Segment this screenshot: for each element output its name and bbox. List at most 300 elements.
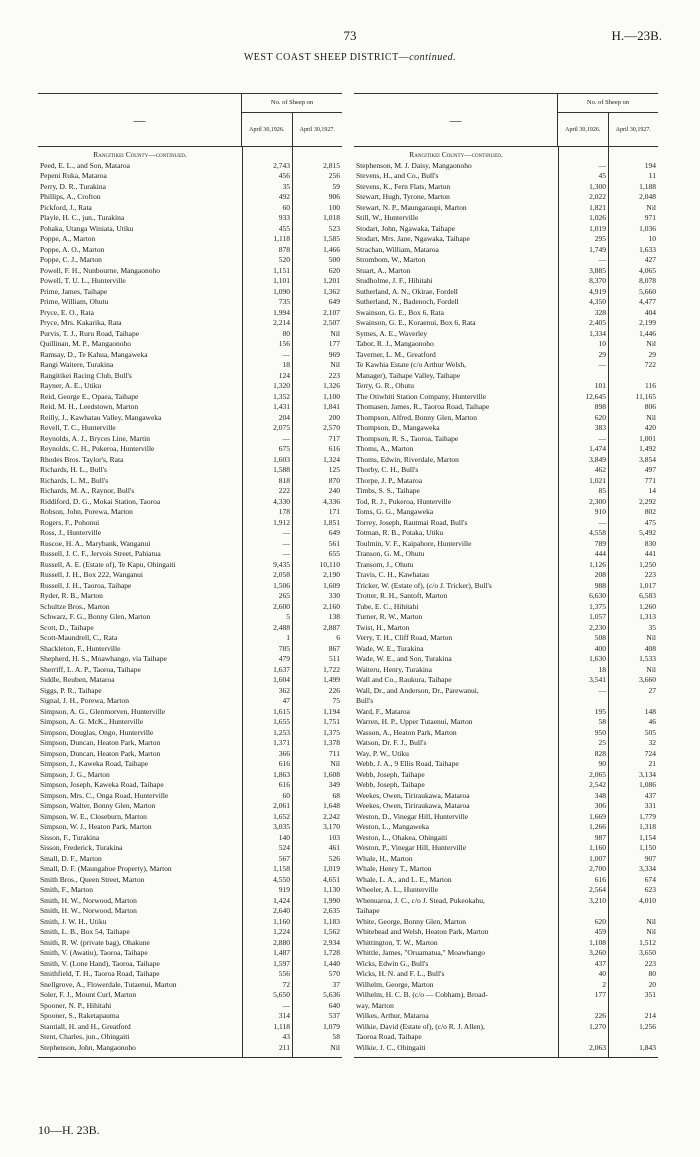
table-row-name: Tube, E. C., Hihitahi xyxy=(356,601,419,611)
table-row-sheep-1926: 25 xyxy=(598,738,606,747)
table-row-name: Thompson, D., Mangaweka xyxy=(356,423,440,432)
table-row-sheep-1927: 223 xyxy=(328,370,340,380)
table-row-name: Thoms, Edwin, Riverdale, Marton xyxy=(356,454,459,464)
table-row-sheep-1927: 2,934 xyxy=(323,937,340,947)
table-row-sheep-1927: 46 xyxy=(648,717,656,726)
table-row-name: Pepeni Ruka, Mataroa xyxy=(40,171,107,180)
table-row-sheep-1926: 90 xyxy=(598,759,606,768)
title-continued: continued. xyxy=(409,52,457,63)
table-row-sheep-1926: 1,588 xyxy=(273,465,290,474)
header-dash: — xyxy=(133,112,146,127)
table-row-sheep-1926: 2,022 xyxy=(589,192,606,201)
table-row-sheep-1926: 400 xyxy=(594,643,606,653)
table-row-sheep-1926: 1,424 xyxy=(273,895,290,905)
table-row-sheep-1927: Nil xyxy=(646,927,656,936)
table-row-sheep-1927 xyxy=(609,696,656,707)
table-row-sheep-1926: 1,994 xyxy=(273,307,290,317)
table-row-name: Studholme, J. F., Hihitahi xyxy=(356,276,433,285)
table-row-name: Toms, G. G., Mangaweka xyxy=(356,507,434,516)
table-row-sheep-1926: 2,640 xyxy=(273,906,290,915)
section-heading: Rangitikei County—continued. xyxy=(93,150,187,159)
table-row-name: Stent, Charles, jun., Ohingaiti xyxy=(40,1032,130,1041)
table-row-sheep-1927: 32 xyxy=(648,738,656,747)
table-row-sheep-1926: 520 xyxy=(278,255,290,264)
table-row-sheep-1926: 616 xyxy=(278,759,290,768)
table-row-name: Smithfield, T. H., Taoroa Road, Taihape xyxy=(40,969,160,978)
table-row-sheep-1927: 3,660 xyxy=(639,675,656,684)
table-row-sheep-1927: Nil xyxy=(330,360,340,369)
table-row-name: Smith, F., Marton xyxy=(40,885,93,894)
table-row-sheep-1926: 306 xyxy=(594,801,606,810)
section-heading: Rangitikei County—continued. xyxy=(409,150,503,159)
table-row-sheep-1927: 537 xyxy=(328,1011,340,1020)
table-row-name: Reid, M. H., Leedstown, Marton xyxy=(40,402,139,411)
table-row-sheep-1927: 1,633 xyxy=(639,244,656,254)
table-row-sheep-1926: 1,270 xyxy=(589,1021,606,1031)
table-row-name: Soler, F. J., Mount Curl, Marton xyxy=(40,990,137,999)
table-row-sheep-1926: 479 xyxy=(278,654,290,663)
table-row-sheep-1927: 420 xyxy=(644,423,656,432)
header-dash: — xyxy=(449,112,462,127)
table-row-name: Stevens, H., and Co., Bull's xyxy=(356,171,439,180)
table-row-sheep-1927: 331 xyxy=(644,801,656,810)
header-group-label: No. of Sheep on xyxy=(558,94,658,113)
table-row-name: Terry, G. R., Ohutu xyxy=(356,381,414,390)
table-row-sheep-1927: 511 xyxy=(329,654,340,663)
table-row-name: Russell, J. H., Box 222, Wanganui xyxy=(40,570,144,579)
table-row-sheep-1926: — xyxy=(282,538,290,548)
table-row-sheep-1926: 1,118 xyxy=(273,1021,290,1031)
table-row-sheep-1926: 40 xyxy=(598,969,606,978)
table-row-sheep-1926: 348 xyxy=(594,790,606,800)
table-row-sheep-1926: 1,655 xyxy=(273,717,290,726)
table-row-sheep-1927: 1,018 xyxy=(323,213,340,222)
table-row-sheep-1927: 1,585 xyxy=(323,234,340,243)
table-row-name: Smith, R. W. (private bag), Ohakune xyxy=(40,937,150,947)
table-row-name: Smith, J. W. H., Utiku xyxy=(40,916,107,926)
table-row-sheep-1926: 1,090 xyxy=(273,286,290,296)
table-row-sheep-1926: 35 xyxy=(282,181,290,191)
table-row-sheep-1927: 2,292 xyxy=(639,496,656,506)
table-row-name: Thompson, R. S., Taoroa, Taihape xyxy=(356,433,459,443)
table-row-sheep-1926: 2,061 xyxy=(273,801,290,810)
table-row-name: Timbs, S. S., Taihape xyxy=(356,486,420,495)
table-row-sheep-1927: 717 xyxy=(328,433,340,443)
table-row-sheep-1927: Nil xyxy=(646,664,656,674)
table-row-sheep-1926: 10 xyxy=(598,339,606,348)
table-row-name: Wilkie, J. C., Ohingaiti xyxy=(356,1042,426,1052)
table-row-sheep-1926: 2,300 xyxy=(589,496,606,506)
table-row-name: Sisson, Frederick, Turakina xyxy=(40,843,123,852)
table-row-name: Prime, James, Taihape xyxy=(40,286,108,296)
table-row-sheep-1927: 6 xyxy=(336,633,340,642)
table-row-sheep-1926: 72 xyxy=(282,979,290,989)
table-row-name: Strachan, William, Mataroa xyxy=(356,244,439,254)
table-row-sheep-1927: 351 xyxy=(644,990,656,999)
table-row-name: Reid, George E., Opaea, Taihape xyxy=(40,391,139,401)
table-row-sheep-1927: 200 xyxy=(328,412,340,422)
table-row-name: Pohaka, Utanga Winiata, Utiku xyxy=(40,223,134,233)
table-row-name: Simpson, Walter, Bonny Glen, Marton xyxy=(40,801,156,810)
table-row-sheep-1926: 987 xyxy=(594,832,606,842)
table-row-sheep-1926: 3,849 xyxy=(589,454,606,464)
table-row-sheep-1926: 222 xyxy=(278,486,290,495)
table-row-sheep-1926: 1,474 xyxy=(589,444,606,453)
table-row-sheep-1927: 116 xyxy=(645,381,656,390)
table-row-sheep-1926: 455 xyxy=(278,223,290,233)
table-row-name: Powell, T. U. L., Hunterville xyxy=(40,276,126,285)
table-row-name: Smith, V. (Lone Hand), Taoroa, Taihape xyxy=(40,958,160,968)
table-row-sheep-1926: 177 xyxy=(594,990,606,999)
table-row-name: Revell, T. C., Hunterville xyxy=(40,423,116,432)
table-row-sheep-1927: 427 xyxy=(644,255,656,264)
table-row-sheep-1926: 785 xyxy=(278,643,290,653)
table-row-sheep-1927: 620 xyxy=(328,265,340,275)
table-row-name: Thompson, Alfred, Bonny Glen, Marton xyxy=(356,412,478,422)
header-col-1926: April 30, 1926. xyxy=(565,126,601,133)
table-row-name: Toulmin, V. F., Kaipahore, Hunterville xyxy=(356,538,472,548)
table-row-name: Travis, C. H., Kawhatau xyxy=(356,570,429,579)
table-row-sheep-1927: 408 xyxy=(644,643,656,653)
table-row-name: White, George, Bonny Glen, Marton xyxy=(356,916,467,926)
table-row-name: Poppe, A., Marton xyxy=(40,234,96,243)
table-row-sheep-1926: 1,506 xyxy=(273,580,290,590)
table-row-sheep-1927: 1,722 xyxy=(323,664,340,674)
right-1927-column xyxy=(608,147,658,1057)
table-row-name: Wheeler, A. L., Hunterville xyxy=(356,885,438,894)
table-row-sheep-1927: 3,650 xyxy=(639,948,656,957)
table-row-sheep-1926: 1,160 xyxy=(273,916,290,926)
table-row-name: Thomasen, James, R., Taoroa Road, Taihape xyxy=(356,402,490,411)
table-row-sheep-1926: 80 xyxy=(282,328,290,338)
table-row-name: Schultze Bros., Marton xyxy=(40,601,110,611)
table-row-name: Playle, H. C., jun., Turakina xyxy=(40,213,125,222)
table-row-name: Smith, H. W., Norwood, Marton xyxy=(40,895,137,905)
table-row-sheep-1926: 2,063 xyxy=(589,1042,606,1052)
table-row-sheep-1927: 171 xyxy=(328,507,340,516)
table-row-sheep-1927: 1,318 xyxy=(639,822,656,831)
table-row-sheep-1926: 2,214 xyxy=(273,318,290,327)
table-row-sheep-1926: 3,035 xyxy=(273,822,290,831)
table-row-sheep-1927: 2,507 xyxy=(323,318,340,327)
table-row-name: Siggs, P. R., Taihape xyxy=(40,685,102,695)
table-row-sheep-1927: 20 xyxy=(648,979,656,989)
table-row-name: Taoroa Road, Taihape xyxy=(356,1032,422,1041)
table-row-name: Riddiford, D. G., Mokai Station, Taoroa xyxy=(40,496,161,506)
table-row-name: Smith, L. B., Box 54, Taihape xyxy=(40,927,130,936)
table-row-sheep-1927: 1,362 xyxy=(323,286,340,296)
table-row-sheep-1926: 2,700 xyxy=(589,864,606,873)
table-row-sheep-1926: 1,669 xyxy=(589,811,606,821)
table-row-sheep-1927: 177 xyxy=(328,339,340,348)
table-row-name: Small, D. F., Marton xyxy=(40,853,102,863)
table-row-sheep-1927: Nil xyxy=(330,328,340,338)
table-row-name: Trotter, R. H., Santoft, Marton xyxy=(356,591,448,600)
table-row-name: Weston, L., Mangaweka xyxy=(356,822,429,831)
table-row-sheep-1927: 8,078 xyxy=(639,276,656,285)
left-table xyxy=(38,93,342,1058)
table-row-sheep-1926: 156 xyxy=(278,339,290,348)
table-row-name: Russell, A. E. (Estate of), Te Kapu, Ohingaiti xyxy=(40,559,176,569)
table-row-sheep-1926: 1,160 xyxy=(589,843,606,852)
table-row-sheep-1927: 194 xyxy=(644,160,656,170)
page-number: 73 xyxy=(343,28,357,43)
table-row-name: Sutherland, A. N., Okirae, Fordell xyxy=(356,286,458,296)
table-row-name: Verry, T. H., Cliff Road, Marton xyxy=(356,633,453,642)
table-row-sheep-1926: 5 xyxy=(286,612,290,621)
table-row-name: Stodart, Mrs. Jane, Ngawaka, Taihape xyxy=(356,234,470,243)
table-row-name: Small, D. F. (Maungahoe Property), Marton xyxy=(40,864,172,873)
table-row-name: Poppe, C. J., Marton xyxy=(40,255,102,264)
table-row-sheep-1927: 771 xyxy=(644,475,656,485)
table-row-sheep-1927: 29 xyxy=(648,349,656,359)
table-row-sheep-1927: 1,001 xyxy=(639,433,656,443)
table-row-sheep-1927: 2,160 xyxy=(323,601,340,611)
table-row-sheep-1926: 2,488 xyxy=(273,622,290,632)
table-row-sheep-1927: 1,154 xyxy=(639,832,656,842)
table-row-sheep-1927: 2,635 xyxy=(323,906,340,915)
table-row-sheep-1927: 1,851 xyxy=(323,517,340,527)
table-row-sheep-1927: 867 xyxy=(328,643,340,653)
table-row-sheep-1927: 1,194 xyxy=(323,706,340,716)
table-row-sheep-1926: 444 xyxy=(594,549,606,558)
table-row-sheep-1927 xyxy=(609,906,656,917)
table-row-sheep-1927: 649 xyxy=(328,297,340,306)
table-row-sheep-1926: 1,371 xyxy=(273,738,290,747)
table-row-name: Weston, P., Vinegar Hill, Hunterville xyxy=(356,843,467,852)
table-row-sheep-1926: 178 xyxy=(278,507,290,516)
table-row-sheep-1927: 100 xyxy=(328,202,340,212)
left-1926-column xyxy=(242,147,292,1057)
header-group-label: No. of Sheep on xyxy=(242,94,342,113)
table-row-sheep-1927: 1,324 xyxy=(323,454,340,464)
table-row-sheep-1926: 5,650 xyxy=(273,990,290,999)
table-row-sheep-1926: 3,541 xyxy=(589,675,606,684)
table-row-sheep-1926: 1,597 xyxy=(273,958,290,968)
table-row-sheep-1926: 9,435 xyxy=(273,559,290,569)
table-row-sheep-1926: 314 xyxy=(278,1011,290,1020)
table-row-sheep-1926: — xyxy=(598,255,606,264)
table-row-sheep-1927: 1,201 xyxy=(323,276,340,285)
table-row-sheep-1927: 500 xyxy=(328,255,340,264)
table-row-name: Simpson, A. G., Glenmorven, Hunterville xyxy=(40,706,166,716)
table-row-sheep-1926: 1,019 xyxy=(589,223,606,233)
table-row-sheep-1926 xyxy=(559,371,606,382)
table-row-name: Weston, L., Ohakea, Ohingaiti xyxy=(356,832,448,842)
table-row-sheep-1926 xyxy=(559,1001,606,1012)
table-row-sheep-1927: 404 xyxy=(644,307,656,317)
table-row-sheep-1927: Nil xyxy=(646,339,656,348)
table-row-name: Sutherland, N., Badenoch, Fordell xyxy=(356,297,459,306)
table-row-name: Tricker, W. (Estate of), (c/o J. Tricker), Bull's xyxy=(356,580,492,590)
table-row-sheep-1927: Nil xyxy=(646,633,656,642)
table-row-name: Stodart, John, Ngawaka, Taihape xyxy=(356,223,455,233)
table-row-sheep-1926: 1,637 xyxy=(273,664,290,674)
table-row-name: Quillinan, M. P., Mangaonoho xyxy=(40,339,132,348)
table-row-name: Webb, J. A., 9 Ellis Road, Taihape xyxy=(356,759,459,768)
table-row-sheep-1927: 3,134 xyxy=(639,769,656,779)
table-row-sheep-1926: 47 xyxy=(282,696,290,705)
table-row-sheep-1926: 1,118 xyxy=(273,234,290,243)
table-row-name: Scott, D., Taihape xyxy=(40,622,94,632)
table-row-name: Stewart, Hugh, Tyrone, Marton xyxy=(356,192,450,201)
table-row-sheep-1927: 655 xyxy=(328,549,340,558)
table-row-sheep-1927: 330 xyxy=(328,591,340,600)
table-row-sheep-1926: 1,630 xyxy=(589,654,606,663)
table-row-sheep-1927: 505 xyxy=(644,727,656,737)
table-row-name: Wilhelm, George, Marton xyxy=(356,979,434,989)
left-names-column xyxy=(38,147,242,1057)
table-row-name: Stantiall, H. and H., Greatford xyxy=(40,1021,131,1031)
table-row-name: Whenuaroa, J. C., c/o J. Stead, Pukeokahu, xyxy=(356,895,485,905)
table-row-sheep-1927: 2,242 xyxy=(323,811,340,821)
table-row-sheep-1927: 5,660 xyxy=(639,286,656,296)
header-group xyxy=(557,94,658,146)
table-row-name: Whale, L. A., and L. E., Marton xyxy=(356,874,452,884)
table-row-name: Thoms, A., Marton xyxy=(356,444,414,453)
table-row-name: Reynolds, C. H., Pukeroa, Hunterville xyxy=(40,444,155,453)
table-row-sheep-1926: 295 xyxy=(594,234,606,243)
table-row-sheep-1926: 4,558 xyxy=(589,528,606,537)
table-row-sheep-1927: 1,751 xyxy=(323,717,340,726)
table-row-sheep-1927: 561 xyxy=(328,538,340,548)
table-row-sheep-1927: 1,499 xyxy=(323,675,340,684)
table-row-name: Ruscoe, H. A., Marybank, Wanganui xyxy=(40,538,151,548)
table-row-sheep-1926: — xyxy=(598,160,606,170)
document-reference: H.—23B. xyxy=(611,28,662,43)
table-row-sheep-1927: 1,512 xyxy=(639,937,656,947)
table-row-sheep-1927: 1,492 xyxy=(639,444,656,453)
table-row-sheep-1927: 1,250 xyxy=(639,559,656,569)
table-row-name: Simpson, Joseph, Kaweka Road, Taihape xyxy=(40,780,164,789)
table-row-name: Wicks, H. N. and F. L., Bull's xyxy=(356,969,445,978)
table-row-name: Wall, Dr., and Anderson, Dr., Parewanui, xyxy=(356,685,479,695)
table-row-sheep-1927: 1,017 xyxy=(639,580,656,590)
table-row-sheep-1926: 101 xyxy=(594,381,606,390)
table-row-sheep-1927: 138 xyxy=(328,612,340,621)
table-row-name: Thorpe, J. P., Mataroa xyxy=(356,475,423,485)
table-row-sheep-1927: 80 xyxy=(648,969,656,978)
table-row-sheep-1927: 2,107 xyxy=(323,307,340,317)
table-row-sheep-1927: 1,378 xyxy=(323,738,340,747)
table-row-sheep-1926: 6,630 xyxy=(589,591,606,600)
table-row-sheep-1927: 1,188 xyxy=(639,181,656,191)
table-row-name: Smith, H. W., Norwood, Marton xyxy=(40,906,137,915)
right-table-header xyxy=(354,94,658,147)
table-row-name: Spooner, N. P., Hihitahi xyxy=(40,1000,112,1010)
table-row-sheep-1926: 4,919 xyxy=(589,286,606,296)
table-row-sheep-1927: 226 xyxy=(328,685,340,695)
table-row-name: Peed, E. L., and Son, Mataroa xyxy=(40,160,130,170)
table-row-sheep-1927: Nil xyxy=(330,759,340,768)
table-row-sheep-1927: 223 xyxy=(644,570,656,579)
table-row-sheep-1926: 43 xyxy=(282,1032,290,1041)
table-row-sheep-1926: 1,320 xyxy=(273,381,290,390)
table-row-sheep-1926: 140 xyxy=(278,832,290,842)
table-row-sheep-1926: — xyxy=(598,517,606,527)
table-row-name: Richards, L. M., Bull's xyxy=(40,475,109,485)
table-row-sheep-1927: 27 xyxy=(648,685,656,695)
header-group xyxy=(241,94,342,146)
table-row-sheep-1926: 18 xyxy=(598,664,606,674)
table-row-sheep-1926: 1,158 xyxy=(273,864,290,873)
table-row-sheep-1927: 1,019 xyxy=(323,864,340,873)
table-row-sheep-1927: 256 xyxy=(328,171,340,180)
table-row-sheep-1927: 2,190 xyxy=(323,570,340,579)
table-row-name: Shepherd, H. S., Moawhango, via Taihape xyxy=(40,654,167,663)
table-row-sheep-1927: 1,313 xyxy=(639,612,656,621)
table-row-name: way, Marton xyxy=(356,1000,394,1010)
table-row-sheep-1927: 802 xyxy=(644,507,656,516)
table-row-sheep-1927: 103 xyxy=(328,832,340,842)
table-row-name: Wicks, Edwin G., Bull's xyxy=(356,958,429,968)
table-row-name: Transom, J., Ohutu xyxy=(356,559,414,569)
table-row-sheep-1927: 1,326 xyxy=(323,381,340,390)
table-row-sheep-1926: 818 xyxy=(278,475,290,485)
table-row-sheep-1927: 1,440 xyxy=(323,958,340,968)
table-row-sheep-1926: 508 xyxy=(594,633,606,642)
table-row-name: Whale, Henry T., Marton xyxy=(356,864,432,873)
table-row-sheep-1927: 2,570 xyxy=(323,423,340,432)
table-row-sheep-1926: 1,224 xyxy=(273,927,290,936)
table-row-sheep-1926: 1,253 xyxy=(273,727,290,737)
table-row-sheep-1927: 5,492 xyxy=(639,528,656,537)
table-row-sheep-1927: 1,130 xyxy=(323,885,340,894)
table-row-sheep-1926: 226 xyxy=(594,1011,606,1020)
table-row-name: Turner, R. W., Marton xyxy=(356,612,423,621)
table-row-sheep-1926: 1,300 xyxy=(589,181,606,191)
table-row-sheep-1927: 711 xyxy=(329,748,340,758)
table-row-name: Stephenson, M. J. Daisy, Mangaonoho xyxy=(356,160,472,170)
table-row-name: Stephenson, John, Mangaonoho xyxy=(40,1042,136,1052)
table-row-name: Simpson, J., Kaweka Road, Taihape xyxy=(40,759,149,768)
table-row-name: The Otiwhiti Station Company, Hunterville xyxy=(356,391,487,401)
table-row-sheep-1927: 4,477 xyxy=(639,297,656,306)
table-row-name: Smith Bros., Queen Street, Marton xyxy=(40,874,145,884)
table-row-name: Waiteru, Henry, Turakina xyxy=(356,664,432,674)
table-row-sheep-1927: 1,990 xyxy=(323,895,340,905)
table-row-name: Wilkes, Arthur, Mataroa xyxy=(356,1011,429,1020)
table-row-sheep-1927: 475 xyxy=(644,517,656,527)
table-row-sheep-1926: 29 xyxy=(598,349,606,359)
table-row-name: Simpson, Duncan, Heaton Park, Marton xyxy=(40,738,161,747)
table-row-sheep-1927: 75 xyxy=(332,696,340,705)
table-row-name: Ward, F., Mataroa xyxy=(356,706,410,716)
table-row-name: Russell, J. C. F., Jervois Street, Pahiatua xyxy=(40,549,161,558)
table-row-sheep-1927 xyxy=(609,1001,656,1012)
table-row-name: Way, P. W., Utiku xyxy=(356,748,409,758)
table-row-sheep-1927: 68 xyxy=(332,790,340,800)
table-row-sheep-1926: 462 xyxy=(594,465,606,474)
table-row-sheep-1926: 2,058 xyxy=(273,570,290,579)
table-row-name: Ross, J., Hunterville xyxy=(40,528,102,537)
table-row-sheep-1926: 1,057 xyxy=(589,612,606,621)
table-row-name: Wade, W. E., and Son, Turakina xyxy=(356,654,452,663)
table-row-sheep-1927: 2,048 xyxy=(639,192,656,201)
table-row-sheep-1926: 60 xyxy=(282,202,290,212)
table-row-sheep-1927: 1,843 xyxy=(639,1042,656,1052)
table-row-name: Spooner, S., Raketapauma xyxy=(40,1011,120,1020)
table-row-sheep-1926: 1,334 xyxy=(589,328,606,338)
table-row-sheep-1926: 12,645 xyxy=(585,391,606,401)
table-row-sheep-1926: 1,021 xyxy=(589,475,606,485)
table-row-sheep-1927: 35 xyxy=(648,622,656,632)
table-row-sheep-1926: 2,075 xyxy=(273,423,290,432)
table-row-name: Simpson, Douglas, Ongo, Hunterville xyxy=(40,727,154,737)
table-row-sheep-1926: 58 xyxy=(598,717,606,726)
table-row-name: Simpson, W. E., Closeburn, Marton xyxy=(40,811,147,821)
table-row-name: Prime, William, Ohutu xyxy=(40,297,109,306)
